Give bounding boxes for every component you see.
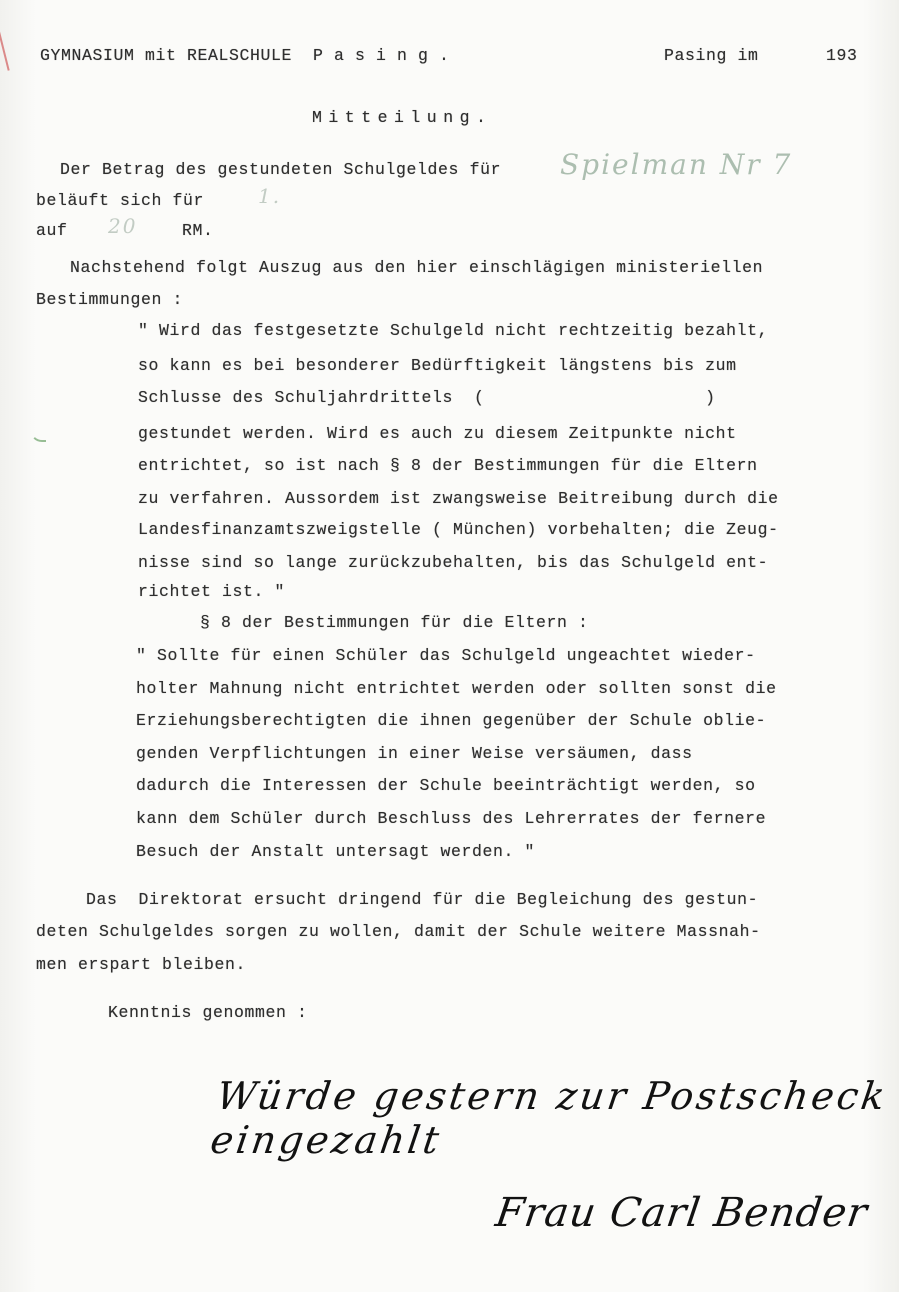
handwritten-payment-note: Würde gestern zur Postscheck eingezahlt bbox=[207, 1074, 891, 1162]
handwritten-amount: 20 bbox=[108, 214, 138, 238]
quote1-line: entrichtet, so ist nach § 8 der Bestimmungen für die Eltern bbox=[138, 456, 758, 475]
quote1-line: Schlusse des Schuljahrdrittels ( ) bbox=[138, 388, 716, 407]
quote2-line: Erziehungsberechtigten die ihnen gegenüber der Schule oblie- bbox=[136, 711, 767, 730]
section-heading: § 8 der Bestimmungen für die Eltern : bbox=[200, 613, 589, 632]
handwritten-student-name: Spielman Nr 7 bbox=[560, 148, 793, 181]
quote1-line: nisse sind so lange zurückzubehalten, bis das Schulgeld ent- bbox=[138, 553, 769, 572]
quote2-line: genden Verpflichtungen in einer Weise versäumen, dass bbox=[136, 744, 693, 763]
intro-line-3-unit: RM. bbox=[182, 221, 214, 240]
body-intro-line: Nachstehend folgt Auszug aus den hier einschlägigen ministeriellen bbox=[70, 258, 764, 277]
quote1-line: Landesfinanzamtszweigstelle ( München) vorbehalten; die Zeug- bbox=[138, 520, 779, 539]
quote1-line: " Wird das festgesetzte Schulgeld nicht rechtzeitig bezahlt, bbox=[138, 321, 769, 340]
handwritten-for: 1. bbox=[258, 184, 282, 208]
closing-line: Das Direktorat ersucht dringend für die Begleichung des gestun- bbox=[86, 890, 759, 909]
document-title: Mitteilung. bbox=[312, 108, 493, 127]
green-margin-mark bbox=[30, 428, 46, 442]
closing-line: deten Schulgeldes sorgen zu wollen, damit der Schule weitere Massnah- bbox=[36, 922, 761, 941]
acknowledgement-label: Kenntnis genommen : bbox=[108, 1003, 308, 1022]
intro-line-1: Der Betrag des gestundeten Schulgeldes für bbox=[60, 160, 502, 179]
quote1-line: zu verfahren. Aussordem ist zwangsweise Beitreibung durch die bbox=[138, 489, 779, 508]
intro-line-2: beläuft sich für bbox=[36, 191, 205, 210]
quote2-line: kann dem Schüler durch Beschluss des Lehrerrates der fernere bbox=[136, 809, 767, 828]
closing-line: men erspart bleiben. bbox=[36, 955, 247, 974]
quote2-line: " Sollte für einen Schüler das Schulgeld ungeachtet wieder- bbox=[136, 646, 756, 665]
intro-line-3-prefix: auf bbox=[36, 221, 68, 240]
quote1-line: so kann es bei besonderer Bedürftigkeit längstens bis zum bbox=[138, 356, 737, 375]
quote2-line: Besuch der Anstalt untersagt werden. " bbox=[136, 842, 536, 861]
quote2-line: dadurch die Interessen der Schule beeinträchtigt werden, so bbox=[136, 776, 756, 795]
handwritten-signature: Frau Carl Bender bbox=[492, 1190, 871, 1236]
red-margin-mark bbox=[0, 23, 19, 71]
place-date-label: Pasing im bbox=[664, 46, 759, 65]
quote2-line: holter Mahnung nicht entrichtet werden oder sollten sonst die bbox=[136, 679, 777, 698]
year: 193 bbox=[826, 46, 858, 65]
school-header: GYMNASIUM mit REALSCHULE P a s i n g . bbox=[40, 46, 450, 65]
quote1-line: richtet ist. " bbox=[138, 582, 286, 601]
body-intro-line: Bestimmungen : bbox=[36, 290, 184, 309]
quote1-line: gestundet werden. Wird es auch zu diesem Zeitpunkte nicht bbox=[138, 424, 737, 443]
